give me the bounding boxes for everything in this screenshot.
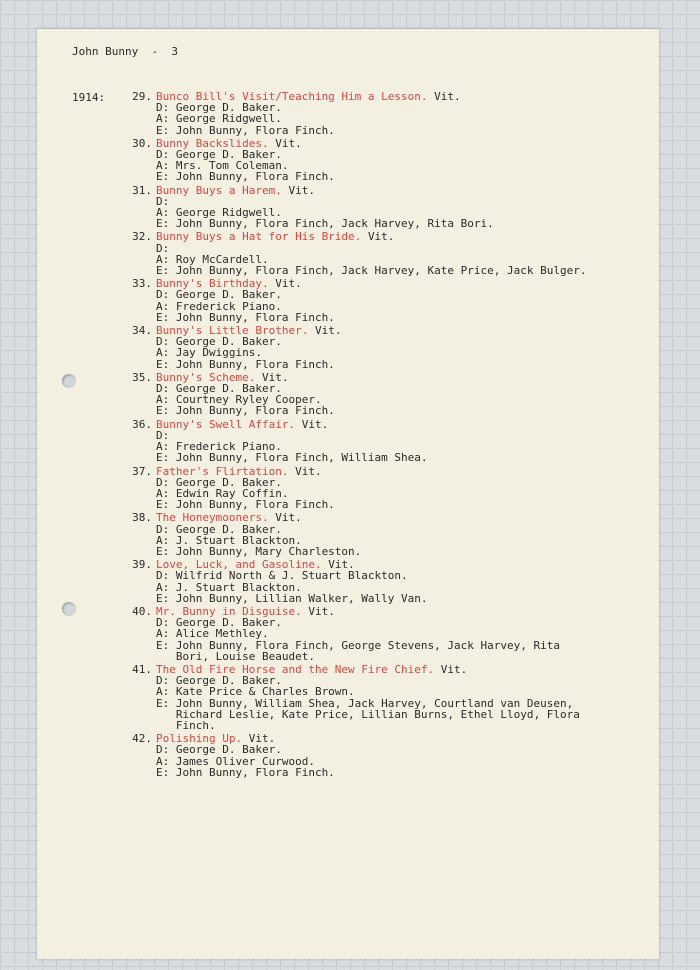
credit-line: D: George D. Baker. bbox=[156, 335, 282, 349]
film-entry bbox=[122, 325, 652, 370]
film-entry bbox=[122, 419, 652, 464]
film-entry bbox=[122, 138, 652, 183]
studio-label: Vit. bbox=[275, 277, 302, 291]
credit-line: A: Frederick Piano. bbox=[156, 440, 282, 454]
credit-line: D: George D. Baker. bbox=[156, 674, 282, 688]
entry-number: 33. bbox=[132, 277, 152, 291]
film-title: Bunny's Swell Affair. bbox=[156, 417, 296, 431]
studio-label: Vit. bbox=[440, 662, 468, 676]
film-entry bbox=[122, 278, 652, 323]
credit-line: A: George Ridgwell. bbox=[156, 206, 282, 220]
film-entry bbox=[122, 466, 652, 511]
film-title: Mr. Bunny in Disguise. bbox=[156, 604, 302, 618]
credit-line: E: John Bunny, Flora Finch, William Shea. bbox=[156, 451, 428, 465]
studio-label: Vit. bbox=[367, 230, 395, 244]
studio-label: Vit. bbox=[308, 604, 335, 618]
credit-line: E: John Bunny, Flora Finch. bbox=[156, 310, 335, 324]
credit-line: Bori, Louise Beaudet. bbox=[156, 649, 315, 663]
studio-label: Vit. bbox=[275, 511, 302, 525]
punch-hole-lower bbox=[62, 602, 76, 616]
credit-line: E: John Bunny, Lillian Walker, Wally Van. bbox=[156, 591, 428, 605]
credit-line: E: John Bunny, Flora Finch, Jack Harvey, Kate Price, Jack Bulger. bbox=[156, 264, 587, 278]
credit-line: D: bbox=[156, 428, 170, 442]
film-title-line bbox=[122, 91, 652, 102]
film-title: Bunny Buys a Hat for His Bride. bbox=[156, 230, 362, 244]
credit-line: Richard Leslie, Kate Price, Lillian Burns, Ethel Lloyd, Flora bbox=[156, 707, 580, 721]
credit-line: A: J. Stuart Blackton. bbox=[156, 580, 302, 594]
punch-hole-upper bbox=[62, 374, 76, 388]
film-title: Bunny's Scheme. bbox=[156, 370, 256, 384]
film-title: Bunco Bill's Visit/Teaching Him a Lesson. bbox=[156, 90, 428, 103]
studio-label: Vit. bbox=[328, 558, 355, 572]
credit-line: D: George D. Baker. bbox=[156, 616, 282, 630]
studio-label: Vit. bbox=[434, 90, 461, 103]
film-title-line bbox=[122, 664, 652, 675]
studio-label: Vit. bbox=[295, 464, 322, 478]
entry-number: 40. bbox=[132, 604, 152, 618]
film-title-line bbox=[122, 512, 652, 523]
film-entry bbox=[122, 372, 652, 417]
film-title-line bbox=[122, 231, 652, 242]
credit-line: A: Courtney Ryley Cooper. bbox=[156, 393, 322, 407]
film-title-line bbox=[122, 466, 652, 477]
entry-number: 42. bbox=[132, 732, 152, 746]
credit-line: A: Roy McCardell. bbox=[156, 252, 269, 266]
film-title-line bbox=[122, 419, 652, 430]
film-entry bbox=[122, 231, 652, 276]
credit-line: A: Mrs. Tom Coleman. bbox=[156, 159, 289, 173]
credit-line: E: John Bunny, Mary Charleston. bbox=[156, 544, 362, 558]
credit-line: E: John Bunny, Flora Finch. bbox=[156, 170, 335, 184]
entry-number: 32. bbox=[132, 230, 152, 244]
credit-line: A: Kate Price & Charles Brown. bbox=[156, 685, 355, 699]
film-title: Bunny Backslides. bbox=[156, 136, 269, 150]
film-title-line bbox=[122, 138, 652, 149]
film-title: Bunny's Birthday. bbox=[156, 277, 269, 291]
film-title: The Old Fire Horse and the New Fire Chief. bbox=[156, 662, 435, 676]
film-title-line bbox=[122, 372, 652, 383]
credit-line: D: George D. Baker. bbox=[156, 382, 282, 396]
credit-line: A: Frederick Piano. bbox=[156, 299, 282, 313]
film-title: Love, Luck, and Gasoline. bbox=[156, 558, 322, 572]
credit-line: D: bbox=[156, 194, 170, 208]
credit-line: E: John Bunny, Flora Finch, George Stevens, Jack Harvey, Rita bbox=[156, 638, 560, 652]
film-entry bbox=[122, 559, 652, 604]
credit-line: E: John Bunny, Flora Finch. bbox=[156, 498, 335, 512]
film-title-line bbox=[122, 559, 652, 570]
film-entry bbox=[122, 91, 652, 136]
film-title: Bunny Buys a Harem. bbox=[156, 183, 282, 197]
entry-number: 36. bbox=[132, 417, 152, 431]
studio-label: Vit. bbox=[314, 324, 342, 338]
studio-label: Vit. bbox=[288, 183, 315, 197]
filmography-list bbox=[122, 91, 652, 780]
credit-line: D: George D. Baker. bbox=[156, 101, 282, 115]
credit-line: D: George D. Baker. bbox=[156, 522, 282, 536]
credit-line: A: James Oliver Curwood. bbox=[156, 754, 315, 768]
credit-line: Finch. bbox=[156, 718, 216, 732]
film-entry bbox=[122, 733, 652, 778]
film-title: Polishing Up. bbox=[156, 732, 243, 746]
film-title: Father's Flirtation. bbox=[156, 464, 289, 478]
page-header: John Bunny - 3 bbox=[72, 45, 178, 58]
film-entry bbox=[122, 664, 652, 731]
year-label: 1914: bbox=[72, 91, 106, 104]
credit-line: E: John Bunny, Flora Finch. bbox=[156, 123, 335, 137]
film-entry bbox=[122, 512, 652, 557]
film-title-line bbox=[122, 606, 652, 617]
film-title-line bbox=[122, 278, 652, 289]
credit-line: D: George D. Baker. bbox=[156, 475, 282, 489]
credit-line: D: bbox=[156, 241, 170, 255]
entry-number: 41. bbox=[132, 662, 152, 676]
entry-number: 29. bbox=[132, 90, 152, 103]
entry-number: 35. bbox=[132, 370, 152, 384]
credit-line: E: John Bunny, Flora Finch. bbox=[156, 404, 335, 418]
studio-label: Vit. bbox=[301, 417, 329, 431]
entry-number: 38. bbox=[132, 511, 152, 525]
credit-line: E: John Bunny, Flora Finch, Jack Harvey, Rita Bori. bbox=[156, 217, 494, 231]
studio-label: Vit. bbox=[248, 732, 276, 746]
film-title-line bbox=[122, 185, 652, 196]
entry-number: 37. bbox=[132, 464, 152, 478]
credit-line: A: J. Stuart Blackton. bbox=[156, 533, 302, 547]
credit-line: E: John Bunny, William Shea, Jack Harvey, Courtland van Deusen, bbox=[156, 696, 574, 710]
credit-line: A: Edwin Ray Coffin. bbox=[156, 486, 289, 500]
credit-line: A: Jay Dwiggins. bbox=[156, 346, 262, 360]
credit-line: D: George D. Baker. bbox=[156, 148, 282, 162]
studio-label: Vit. bbox=[275, 136, 302, 150]
film-entry bbox=[122, 606, 652, 662]
credit-line: D: Wilfrid North & J. Stuart Blackton. bbox=[156, 569, 408, 583]
credit-line: D: George D. Baker. bbox=[156, 288, 282, 302]
credit-line: A: George Ridgwell. bbox=[156, 112, 282, 126]
entry-number: 39. bbox=[132, 558, 152, 572]
film-title-line bbox=[122, 733, 652, 744]
credit-line: D: George D. Baker. bbox=[156, 743, 282, 757]
film-title-line bbox=[122, 325, 652, 336]
credit-line: E: John Bunny, Flora Finch. bbox=[156, 357, 335, 371]
credit-line: A: Alice Methley. bbox=[156, 627, 269, 641]
film-title: Bunny's Little Brother. bbox=[156, 324, 309, 338]
film-title: The Honeymooners. bbox=[156, 511, 269, 525]
entry-number: 30. bbox=[132, 136, 152, 150]
credit-line: E: John Bunny, Flora Finch. bbox=[156, 765, 335, 779]
entry-number: 34. bbox=[132, 324, 152, 338]
film-entry bbox=[122, 185, 652, 230]
entry-number: 31. bbox=[132, 183, 152, 197]
studio-label: Vit. bbox=[261, 370, 289, 384]
